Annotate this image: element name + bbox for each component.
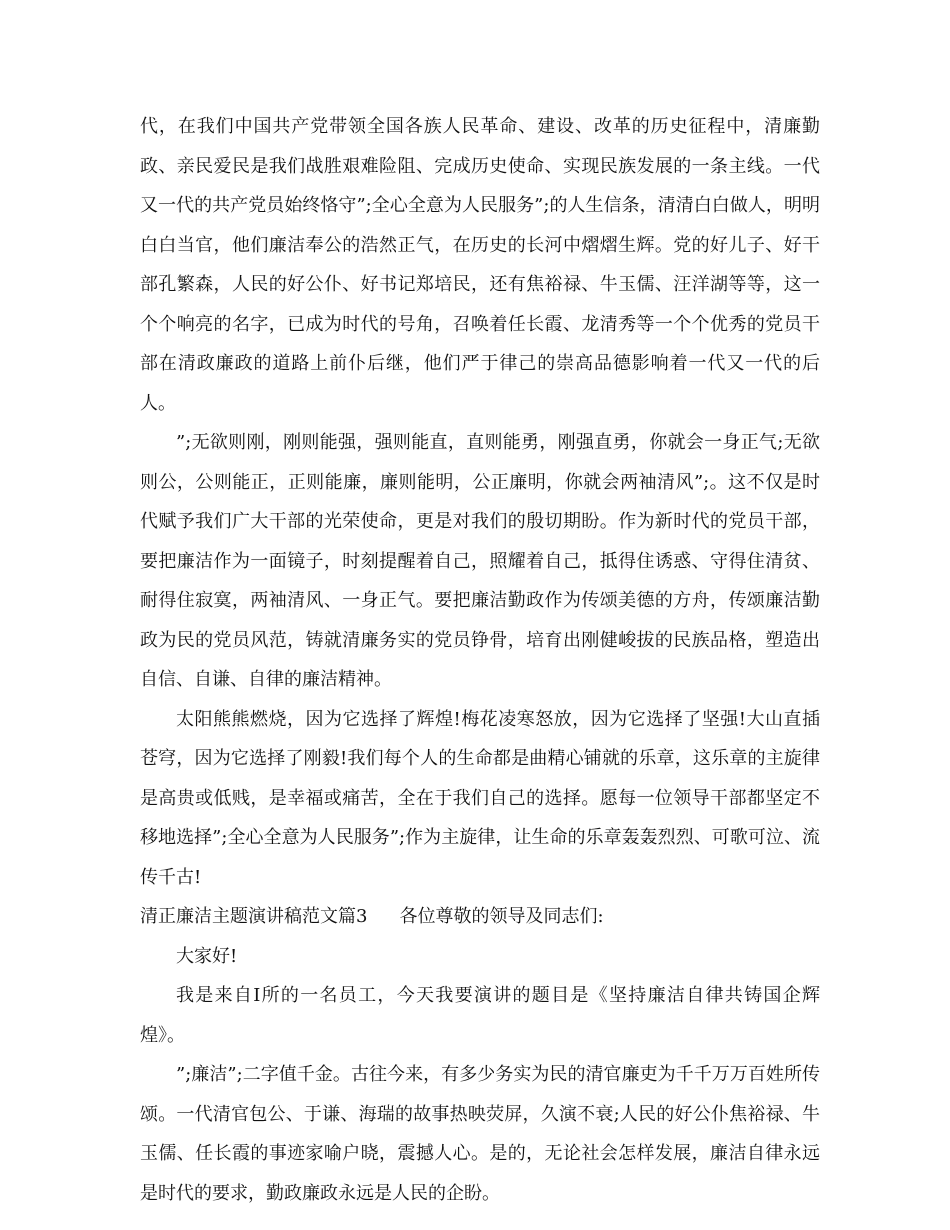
paragraph-3: 太阳熊熊燃烧，因为它选择了辉煌!梅花凌寒怒放，因为它选择了坚强!大山直插苍穹，因为它选择了刚毅!我们每个人的生命都是曲精心铺就的乐章，这乐章的主旋律是高贵或低贱，是幸福或痛苦，全在于我们自己的选择。愿每一位领导干部都坚定不移地选择”;全心全意为人民服务”;作为主旋律，让生命的乐章轰轰烈烈、可歌可泣、流传千古! bbox=[140, 708, 820, 888]
salutation: 各位尊敬的领导及同志们: bbox=[399, 906, 604, 927]
body-paragraph: ”;廉洁”;二字值千金。古往今来，有多少务实为民的清官廉吏为千千万万百姓所传颂。一代清官包公、于谦、海瑞的故事热映荧屏，久演不衰;人民的好公仆焦裕禄、牛玉儒、任长霞的事迹家喻户晓，震撼人心。是的，无论社会怎样发展，廉洁自律永远是时代的要求，勤政廉政永远是人民的企盼。 bbox=[140, 1064, 820, 1204]
paragraph-1: 代，在我们中国共产党带领全国各族人民革命、建设、改革的历史征程中，清廉勤政、亲民爱民是我们战胜艰难险阻、完成历史使命、实现民族发展的一条主线。一代又一代的共产党员始终恪守”;全心全意为人民服务”;的人生信条，清清白白做人，明明白白当官，他们廉洁奉公的浩然正气，在历史的长河中熠熠生辉。党的好儿子、好干部孔繁森，人民的好公仆、好书记郑培民，还有焦裕禄、牛玉儒、汪洋湖等等，这一个个响亮的名字，已成为时代的号角，召唤着任长霞、龙清秀等一个个优秀的党员干部在清政廉政的道路上前仆后继，他们严于律己的崇高品德影响着一代又一代的后人。 bbox=[140, 116, 820, 414]
paragraph-2: ”;无欲则刚，刚则能强，强则能直，直则能勇，刚强直勇，你就会一身正气;无欲则公，公则能正，正则能廉，廉则能明，公正廉明，你就会两袖清风”;。这不仅是时代赋予我们广大干部的光荣使命，更是对我们的殷切期盼。作为新时代的党员干部，要把廉洁作为一面镜子，时刻提醒着自己，照耀着自己，抵得住诱惑、守得住清贫、耐得住寂寞，两袖清风、一身正气。要把廉洁勤政作为传颂美德的方舟，传颂廉洁勤政为民的党员风范，铸就清廉务实的党员铮骨，培育出刚健峻拔的民族品格，塑造出自信、自谦、自律的廉洁精神。 bbox=[140, 432, 820, 690]
intro-paragraph: 我是来自I所的一名员工，今天我要演讲的题目是《坚持廉洁自律共铸国企辉煌》。 bbox=[140, 985, 820, 1046]
greeting-paragraph: 大家好! bbox=[176, 945, 238, 967]
section-heading-line bbox=[140, 897, 820, 937]
section-title: 清正廉洁主题演讲稿范文篇3 bbox=[140, 906, 368, 927]
document-body bbox=[140, 107, 820, 1213]
